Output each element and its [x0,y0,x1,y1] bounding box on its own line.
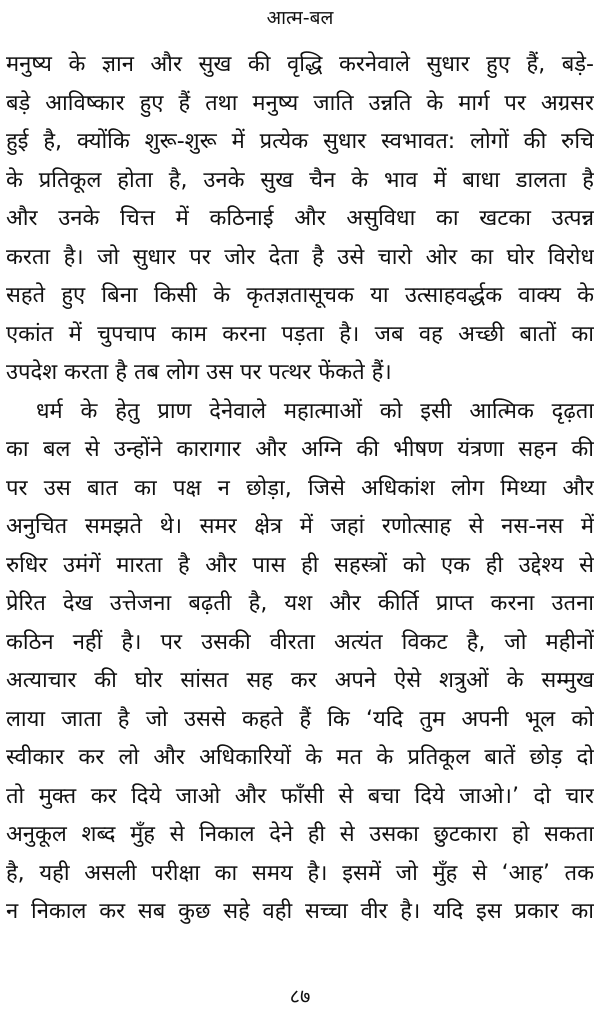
text-line: का बल से उन्होंने कारागार और अग्नि की भीषण यंत्रणा सहन की [6,437,594,462]
text-line: रुधिर उमंगें मारता है और पास ही सहस्त्रों को एक ही उद्देश्य से [6,552,594,578]
running-title: आत्म-बल [266,7,334,29]
text-line: धर्म के हेतु प्राण देनेवाले महात्माओं को इसी आत्मिक दृढ़ता [36,398,594,424]
text-line: बड़े आविष्कार हुए हैं तथा मनुष्य जाति उन्नति के मार्ग पर अग्रसर [6,90,594,116]
text-line: न निकाल कर सब कुछ सहे वही सच्चा वीर है। यदि इस प्रकार का [6,899,594,924]
text-line: अनुकूल शब्द मुँह से निकाल देने ही से उसका छुटकारा हो सकता [6,822,594,847]
text-line: और उनके चित्त में कठिनाई और असुविधा का खटका उत्पन्न [6,206,594,231]
text-line: कठिन नहीं है। पर उसकी वीरता अत्यंत विकट है, जो महीनों [6,629,594,655]
text-line: करता है। जो सुधार पर जोर देता है उसे चारो ओर का घोर विरोध [6,244,594,270]
text-line: है, यही असली परीक्षा का समय है। इसमें जो मुँह से ‘आह’ तक [6,860,594,886]
text-line: सहते हुए बिना किसी के कृतज्ञतासूचक या उत्साहवर्द्धक वाक्य के [6,283,594,308]
text-line: हुई है, क्योंकि शुरू-शुरू में प्रत्येक सुधार स्वभावत: लोगों की रुचि [6,129,594,154]
text-line: प्रेरित देख उत्तेजना बढ़ती है, यश और कीर्ति प्राप्त करना उतना [6,591,594,616]
text-line: तो मुक्त कर दिये जाओ और फाँसी से बचा दिये जाओ।’ दो चार [6,783,594,809]
body-text [6,46,594,932]
text-line: एकांत में चुपचाप काम करना पड़ता है। जब वह अच्छी बातों का [6,321,594,347]
text-line: उपदेश करता है तब लोग उस पर पत्थर फेंकते हैं। [6,360,392,385]
text-line: के प्रतिकूल होता है, उनके सुख चैन के भाव में बाधा डालता है [6,167,594,193]
paragraph-2 [6,393,594,932]
page-number: ८७ [289,984,311,1008]
text-line: लाया जाता है जो उससे कहते हैं कि ‘यदि तुम अपनी भूल को [6,706,594,732]
text-line: अत्याचार की घोर सांसत सह कर अपने ऐसे शत्रुओं के सम्मुख [6,668,594,693]
paragraph-1 [6,46,594,393]
text-line: पर उस बात का पक्ष न छोड़ा, जिसे अधिकांश लोग मिथ्या और [6,475,594,501]
text-line: मनुष्य के ज्ञान और सुख की वृद्धि करनेवाले सुधार हुए हैं, बड़े- [6,52,594,77]
text-line: अनुचित समझते थे। समर क्षेत्र में जहां रणोत्साह से नस-नस में [6,514,594,539]
text-line: स्वीकार कर लो और अधिकारियों के मत के प्रतिकूल बातें छोड़ दो [6,745,594,770]
